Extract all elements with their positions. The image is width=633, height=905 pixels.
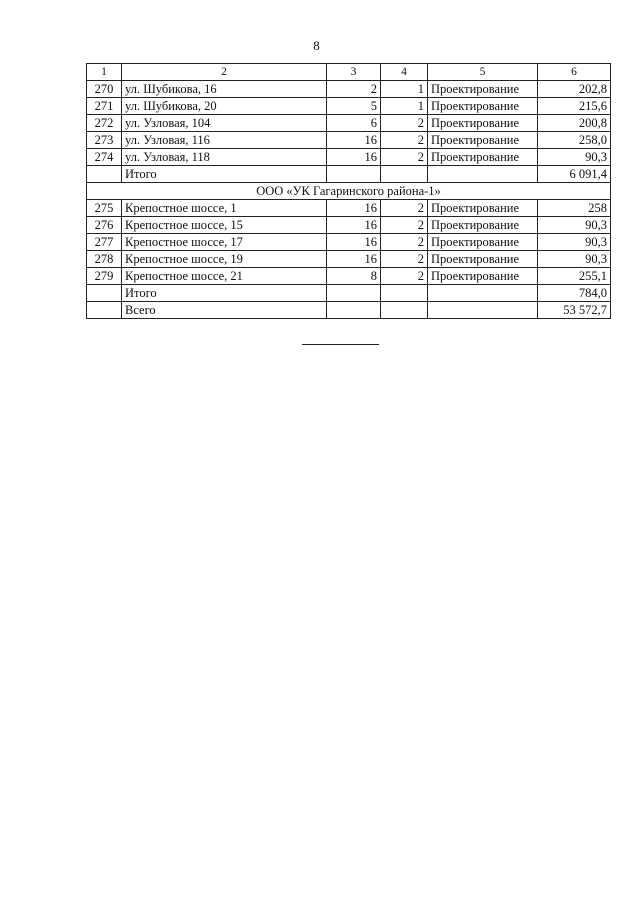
table-row bbox=[87, 149, 611, 166]
address-cell: Крепостное шоссе, 17 bbox=[122, 234, 327, 251]
address-cell: ул. Узловая, 104 bbox=[122, 115, 327, 132]
row-number-cell: 275 bbox=[87, 200, 122, 217]
work-type-cell bbox=[428, 285, 538, 302]
work-type-cell: Проектирование bbox=[428, 132, 538, 149]
amount-cell: 202,8 bbox=[538, 81, 611, 98]
row-number-cell: 276 bbox=[87, 217, 122, 234]
amount-cell: 258,0 bbox=[538, 132, 611, 149]
column-4-cell: 2 bbox=[381, 217, 428, 234]
row-number-cell: 273 bbox=[87, 132, 122, 149]
address-cell: Крепостное шоссе, 19 bbox=[122, 251, 327, 268]
table-row bbox=[87, 132, 611, 149]
column-3-cell: 2 bbox=[327, 81, 381, 98]
column-4-cell bbox=[381, 302, 428, 319]
row-number-cell: 272 bbox=[87, 115, 122, 132]
works-table-body bbox=[87, 64, 611, 319]
group-title: ООО «УК Гагаринского района-1» bbox=[87, 183, 611, 200]
work-type-cell: Проектирование bbox=[428, 200, 538, 217]
column-3-cell bbox=[327, 166, 381, 183]
column-4-cell bbox=[381, 285, 428, 302]
row-number-cell: 271 bbox=[87, 98, 122, 115]
amount-cell: 200,8 bbox=[538, 115, 611, 132]
table-row bbox=[87, 200, 611, 217]
amount-cell: 90,3 bbox=[538, 149, 611, 166]
works-table bbox=[86, 63, 611, 319]
address-cell: Крепостное шоссе, 1 bbox=[122, 200, 327, 217]
column-3-cell: 16 bbox=[327, 251, 381, 268]
column-4-cell: 1 bbox=[381, 98, 428, 115]
amount-cell: 90,3 bbox=[538, 217, 611, 234]
table-row bbox=[87, 234, 611, 251]
separator-line bbox=[302, 344, 379, 345]
address-cell: ул. Шубикова, 20 bbox=[122, 98, 327, 115]
amount-cell: 215,6 bbox=[538, 98, 611, 115]
row-number-cell bbox=[87, 302, 122, 319]
row-number-cell: 279 bbox=[87, 268, 122, 285]
address-cell: ул. Шубикова, 16 bbox=[122, 81, 327, 98]
work-type-cell: Проектирование bbox=[428, 98, 538, 115]
work-type-cell: 5 bbox=[428, 64, 538, 81]
subtotal-row bbox=[87, 285, 611, 302]
address-cell: Итого bbox=[122, 166, 327, 183]
total-row bbox=[87, 302, 611, 319]
amount-cell: 6 091,4 bbox=[538, 166, 611, 183]
table-row bbox=[87, 81, 611, 98]
address-cell: ул. Узловая, 116 bbox=[122, 132, 327, 149]
column-3-cell: 8 bbox=[327, 268, 381, 285]
amount-cell: 255,1 bbox=[538, 268, 611, 285]
column-3-cell: 5 bbox=[327, 98, 381, 115]
column-3-cell: 16 bbox=[327, 200, 381, 217]
column-4-cell bbox=[381, 166, 428, 183]
work-type-cell: Проектирование bbox=[428, 115, 538, 132]
work-type-cell bbox=[428, 166, 538, 183]
column-4-cell: 1 bbox=[381, 81, 428, 98]
table-row bbox=[87, 115, 611, 132]
row-number-cell bbox=[87, 166, 122, 183]
row-number-cell: 278 bbox=[87, 251, 122, 268]
work-type-cell: Проектирование bbox=[428, 251, 538, 268]
amount-cell: 6 bbox=[538, 64, 611, 81]
table-row bbox=[87, 98, 611, 115]
group-title-row bbox=[87, 183, 611, 200]
amount-cell: 784,0 bbox=[538, 285, 611, 302]
column-4-cell: 4 bbox=[381, 64, 428, 81]
row-number-cell: 274 bbox=[87, 149, 122, 166]
row-number-cell: 1 bbox=[87, 64, 122, 81]
address-cell: ул. Узловая, 118 bbox=[122, 149, 327, 166]
column-4-cell: 2 bbox=[381, 234, 428, 251]
address-cell: Крепостное шоссе, 21 bbox=[122, 268, 327, 285]
column-4-cell: 2 bbox=[381, 200, 428, 217]
work-type-cell: Проектирование bbox=[428, 234, 538, 251]
column-4-cell: 2 bbox=[381, 115, 428, 132]
table-header-row bbox=[87, 64, 611, 81]
address-cell: Итого bbox=[122, 285, 327, 302]
column-3-cell: 6 bbox=[327, 115, 381, 132]
amount-cell: 258 bbox=[538, 200, 611, 217]
table-row bbox=[87, 217, 611, 234]
table-row bbox=[87, 268, 611, 285]
work-type-cell: Проектирование bbox=[428, 81, 538, 98]
address-cell: Крепостное шоссе, 15 bbox=[122, 217, 327, 234]
work-type-cell: Проектирование bbox=[428, 268, 538, 285]
amount-cell: 90,3 bbox=[538, 234, 611, 251]
column-4-cell: 2 bbox=[381, 132, 428, 149]
work-type-cell: Проектирование bbox=[428, 217, 538, 234]
column-3-cell: 16 bbox=[327, 234, 381, 251]
column-3-cell: 16 bbox=[327, 149, 381, 166]
work-type-cell: Проектирование bbox=[428, 149, 538, 166]
column-3-cell bbox=[327, 302, 381, 319]
column-3-cell: 16 bbox=[327, 132, 381, 149]
column-3-cell: 3 bbox=[327, 64, 381, 81]
row-number-cell bbox=[87, 285, 122, 302]
amount-cell: 90,3 bbox=[538, 251, 611, 268]
column-4-cell: 2 bbox=[381, 251, 428, 268]
subtotal-row bbox=[87, 166, 611, 183]
column-4-cell: 2 bbox=[381, 149, 428, 166]
row-number-cell: 277 bbox=[87, 234, 122, 251]
column-3-cell bbox=[327, 285, 381, 302]
row-number-cell: 270 bbox=[87, 81, 122, 98]
column-4-cell: 2 bbox=[381, 268, 428, 285]
amount-cell: 53 572,7 bbox=[538, 302, 611, 319]
page-number: 8 bbox=[313, 38, 320, 53]
table-row bbox=[87, 251, 611, 268]
work-type-cell bbox=[428, 302, 538, 319]
address-cell: Всего bbox=[122, 302, 327, 319]
address-cell: 2 bbox=[122, 64, 327, 81]
column-3-cell: 16 bbox=[327, 217, 381, 234]
